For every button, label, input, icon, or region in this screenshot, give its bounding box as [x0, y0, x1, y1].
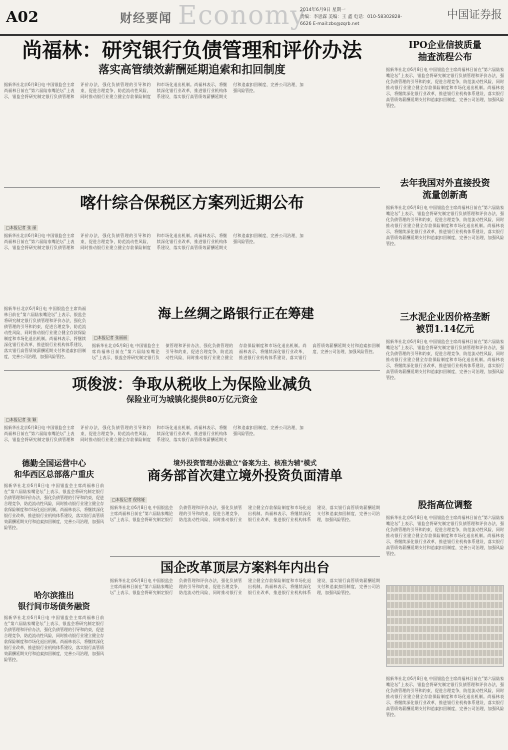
cement-body: 据新华社北京6月8日电 中国银监会主席尚福林日前在“第六届陆家嘴论坛”上表示，银监会将研究制定银行负债管理和评价办法，强化负债管理的引导和约束，促进合理竞争，防范流动性风险，同时推动银行业建立健全存款保险制度和市场化退出机制。尚福林表示，将继续深化银行业改革，推进银行业机构体系建设，落实银行高管绩效薪酬延期支付和追索扣回制度，完善公司治理，加强风险管控。	[386, 339, 504, 380]
page-code: A02	[6, 8, 39, 26]
tax-story	[4, 374, 380, 454]
tax-headline: 项俊波：争取从税收上为保险业减负	[71, 375, 312, 393]
lead-subhead: 落实高管绩效薪酬延期追索和扣回制度	[98, 63, 286, 76]
fdi-sidebar	[386, 178, 504, 308]
silk-story	[92, 306, 380, 366]
kashgar-body: 据新华社北京6月8日电 中国银监会主席尚福林日前在“第六届陆家嘴论坛”上表示，银监会将研究制定银行负债管理和评价办法，强化负债管理的引导和约束，促进合理竞争，防范流动性风险，同时推动银行业建立健全存款保险制度和市场化退出机制。尚福林表示，将继续深化银行业改革，推进银行业机构体系建设，落实银行高管绩效薪酬延期支付和追索扣回制度，完善公司治理，加强风险管控。	[4, 233, 304, 250]
cement-sidebar	[386, 312, 504, 442]
kashgar-byline: □本报记者 张 丽	[6, 225, 37, 230]
outbound-body: 据新华社北京6月8日电 中国银监会主席尚福林日前在“第六届陆家嘴论坛”上表示，银监会将研究制定银行负债管理和评价办法，强化负债管理的引导和约束，促进合理竞争，防范流动性风险，同时推动银行业建立健全存款保险制度和市场化退出机制。尚福林表示，将继续深化银行业改革，推进银行业机构体系建设，落实银行高管绩效薪酬延期支付和追索扣回制度，完善公司治理，加强风险管控。	[110, 505, 380, 522]
issue-meta	[300, 7, 410, 28]
outbound-byline: □本报记者 倪铭娅	[112, 497, 146, 502]
deloitte-box	[4, 458, 104, 586]
tax-body: 据新华社北京6月8日电 中国银监会主席尚福林日前在“第六届陆家嘴论坛”上表示，银监会将研究制定银行负债管理和评价办法，强化负债管理的引导和约束，促进合理竞争，防范流动性风险，同时推动银行业建立健全存款保险制度和市场化退出机制。尚福林表示，将继续深化银行业改革，推进银行业机构体系建设，落实银行高管绩效薪酬延期支付和追索扣回制度，完善公司治理，加强风险管控。	[4, 425, 304, 442]
rule-3	[110, 556, 380, 557]
soe-headline: 国企改革顶层方案料年内出台	[160, 561, 330, 576]
kashgar-headline: 喀什综合保税区方案列近期公布	[79, 193, 304, 212]
soe-story	[110, 560, 380, 746]
editor-line: 责编：李思霖 美编：王 鑫 电话：010-58302828-6626 E-mail:zbs@zqrb.net	[300, 15, 403, 27]
harbin-title: 哈尔滨推出 银行间市场债务融资	[18, 590, 90, 611]
tax-subhead: 保险业可为城镇化提供80万亿元资金	[126, 395, 258, 404]
market-table	[386, 585, 504, 667]
silk-body: 据新华社北京6月8日电 中国银监会主席尚福林日前在“第六届陆家嘴论坛”上表示，银监会将研究制定银行负债管理和评价办法，强化负债管理的引导和约束，促进合理竞争，防范流动性风险，同时推动银行业建立健全存款保险制度和市场化退出机制。尚福林表示，将继续深化银行业改革，推进银行业机构体系建设，落实银行高管绩效薪酬延期支付和追索扣回制度，完善公司治理，加强风险管控。	[92, 343, 380, 360]
market-title: 股指高位调整	[417, 501, 472, 511]
ipo-title: IPO企业信披质量 抽查流程公布	[408, 41, 482, 63]
bottom-right-filler	[386, 676, 504, 746]
soe-body: 据新华社北京6月8日电 中国银监会主席尚福林日前在“第六届陆家嘴论坛”上表示，银监会将研究制定银行负债管理和评价办法，强化负债管理的引导和约束，促进合理竞争，防范流动性风险，同时推动银行业建立健全存款保险制度和市场化退出机制。尚福林表示，将继续深化银行业改革，推进银行业机构体系建设，落实银行高管绩效薪酬延期支付和追索扣回制度，完善公司治理，加强风险管控。	[110, 578, 380, 595]
harbin-body: 据新华社北京6月8日电 中国银监会主席尚福林日前在“第六届陆家嘴论坛”上表示，银监会将研究制定银行负债管理和评价办法，强化负债管理的引导和约束，促进合理竞争，防范流动性风险，同时推动银行业建立健全存款保险制度和市场化退出机制。尚福林表示，将继续深化银行业改革，推进银行业机构体系建设，落实银行高管绩效薪酬延期支付和追索扣回制度，完善公司治理，加强风险管控。	[4, 615, 104, 662]
deloitte-body: 据新华社北京6月8日电 中国银监会主席尚福林日前在“第六届陆家嘴论坛”上表示，银监会将研究制定银行负债管理和评价办法，强化负债管理的引导和约束，促进合理竞争，防范流动性风险，同时推动银行业建立健全存款保险制度和市场化退出机制。尚福林表示，将继续深化银行业改革，推进银行业机构体系建设，落实银行高管绩效薪酬延期支付和追索扣回制度，完善公司治理，加强风险管控。	[4, 483, 104, 530]
tax-byline: □本报记者 张 颖	[6, 417, 37, 422]
bottom-right-body: 据新华社北京6月8日电 中国银监会主席尚福林日前在“第六届陆家嘴论坛”上表示，银监会将研究制定银行负债管理和评价办法，强化负债管理的引导和约束，促进合理竞争，防范流动性风险，同时推动银行业建立健全存款保险制度和市场化退出机制。尚福林表示，将继续深化银行业改革，推进银行业机构体系建设，落实银行高管绩效薪酬延期支付和追索扣回制度，完善公司治理，加强风险管控。	[386, 676, 504, 717]
left-column-body: 据新华社北京6月8日电 中国银监会主席尚福林日前在“第六届陆家嘴论坛”上表示，银监会将研究制定银行负债管理和评价办法，强化负债管理的引导和约束，促进合理竞争，防范流动性风险，同时推动银行业建立健全存款保险制度和市场化退出机制。尚福林表示，将继续深化银行业改革，推进银行业机构体系建设，落实银行高管绩效薪酬延期支付和追索扣回制度，完善公司治理，加强风险管控。	[4, 306, 86, 359]
cement-title: 三水泥企业因价格垄断 被罚1.14亿元	[399, 313, 490, 335]
lead-body: 据新华社北京6月8日电 中国银监会主席尚福林日前在“第六届陆家嘴论坛”上表示，银监会将研究制定银行负债管理和评价办法，强化负债管理的引导和约束，促进合理竞争，防范流动性风险，同时推动银行业建立健全存款保险制度和市场化退出机制。尚福林表示，将继续深化银行业改革，推进银行业机构体系建设，落实银行高管绩效薪酬延期支付和追索扣回制度，完善公司治理，加强风险管控。	[4, 82, 304, 99]
fdi-title: 去年我国对外直接投资 流量创新高	[399, 179, 490, 201]
lead-headline: 尚福林：研究银行负债管理和评价办法	[22, 38, 362, 62]
paper-name: 中国证券报	[447, 8, 502, 21]
outbound-story	[110, 458, 380, 554]
ipo-sidebar	[386, 40, 504, 174]
silk-byline: □本报记者 张丽丽	[94, 335, 128, 340]
left-column-filler	[4, 306, 86, 366]
deloitte-title: 德勤全国运营中心 和华西区总部落户重庆	[14, 458, 94, 479]
kashgar-story	[4, 192, 380, 302]
fdi-body: 据新华社北京6月8日电 中国银监会主席尚福林日前在“第六届陆家嘴论坛”上表示，银监会将研究制定银行负债管理和评价办法，强化负债管理的引导和约束，促进合理竞争，防范流动性风险，同时推动银行业建立健全存款保险制度和市场化退出机制。尚福林表示，将继续深化银行业改革，推进银行业机构体系建设，落实银行高管绩效薪酬延期支付和追索扣回制度，完善公司治理，加强风险管控。	[386, 205, 504, 246]
outbound-headline: 商务部首次建立境外投资负面清单	[147, 469, 343, 484]
harbin-box	[4, 590, 104, 746]
masthead	[0, 0, 508, 36]
market-sidebar	[386, 500, 504, 670]
market-body: 据新华社北京6月8日电 中国银监会主席尚福林日前在“第六届陆家嘴论坛”上表示，银监会将研究制定银行负债管理和评价办法，强化负债管理的引导和约束，促进合理竞争，防范流动性风险，同时推动银行业建立健全存款保险制度和市场化退出机制。尚福林表示，将继续深化银行业改革，推进银行业机构体系建设，落实银行高管绩效薪酬延期支付和追索扣回制度，完善公司治理，加强风险管控。	[386, 515, 504, 556]
silk-headline: 海上丝绸之路银行正在筹建	[157, 307, 314, 322]
rule-2	[4, 370, 380, 371]
ipo-body: 据新华社北京6月8日电 中国银监会主席尚福林日前在“第六届陆家嘴论坛”上表示，银监会将研究制定银行负债管理和评价办法，强化负债管理的引导和约束，促进合理竞争，防范流动性风险，同时推动银行业建立健全存款保险制度和市场化退出机制。尚福林表示，将继续深化银行业改革，推进银行业机构体系建设，落实银行高管绩效薪酬延期支付和追索扣回制度，完善公司治理，加强风险管控。	[386, 67, 504, 108]
lead-story	[4, 38, 380, 184]
issue-date: 2014年6月9日 星期一	[300, 8, 346, 13]
section-name-en: Economy	[178, 1, 306, 31]
outbound-subhead: 境外投资管理办法确立"备案为主、核准为辅"模式	[173, 459, 317, 467]
section-name: 财经要闻	[120, 11, 173, 25]
rule-1	[4, 187, 380, 188]
